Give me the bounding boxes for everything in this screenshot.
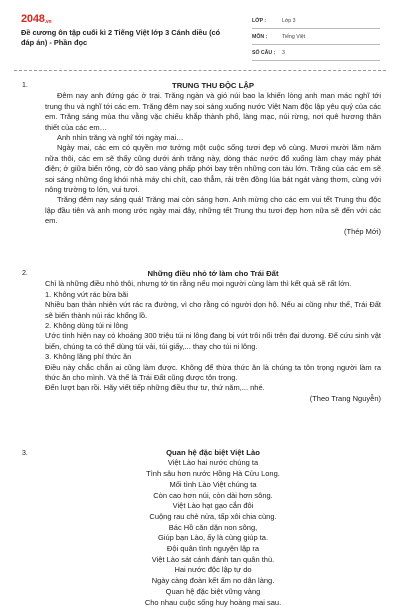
paragraph: Ngày mai, các em có quyền mơ tưởng một cuộc sống tươi đẹp vô cùng. Mươi mười lăm năm nữa thôi, các em sẽ thấy cũng dưới ánh trăng này, dòng thác nước đổ xuống làm chạy máy phát điện; ở giữa biển rộng, cờ đỏ sao vàng phấp phới bay trên những con tàu lớn. Trăng của các em sẽ soi sáng những ống khói nhà máy chi chít, cao thẳm, rải trên đồng lúa bát ngát vàng thơm, cùng với nông trường to lớn, vui tươi. <box>45 143 381 195</box>
info-label: MÔN : <box>252 33 268 40</box>
paragraph: Chỉ là những điều nhỏ thôi, nhưng tớ tin rằng nếu mọi người cùng làm thì kết quả sẽ rất lớn. <box>45 279 352 289</box>
section-title: TRUNG THU ĐỘC LẬP <box>172 81 254 90</box>
paragraph: Ước tính hiện nay có khoảng 300 triệu túi ni lông đang bị vứt trôi nổi trên đại dương. Để cứu sinh vật biển, chúng ta có thể dùng túi vải, túi giấy,... thay cho túi ni lông. <box>45 331 381 351</box>
info-row-class <box>252 13 380 29</box>
info-value: Tiếng Việt <box>282 33 306 40</box>
poem-line: Còn cao hơn núi, còn dài hơn sông. <box>153 490 273 500</box>
poem-line: Ngày càng đoàn kết ấm no dân làng. <box>151 576 275 586</box>
poem-line: Việt Lào hai nước chúng ta <box>167 458 259 468</box>
paragraph: Trăng đêm nay sáng quá! Trăng mai còn sáng hơn. Anh mừng cho các em vui tết Trung thu độc lập đầu tiên và anh mong ước ngày mai đây, những tết Trung thu tươi đẹp hơn nữa sẽ đến với các em. <box>45 195 381 226</box>
poem-line: Mối tình Lào Việt chúng ta <box>169 479 257 489</box>
poem-line: Cuộng rau chẻ nửa, tấp xôi chia cùng. <box>149 511 277 521</box>
paragraph: Anh nhìn trăng và nghĩ tới ngày mai… <box>57 133 184 143</box>
page-header <box>0 0 400 62</box>
poem-line: Cho nhau cuộc sống huy hoàng mai sau. <box>144 597 282 607</box>
poem-line: Tình sâu hơn nước Hồng Hà Cửu Long. <box>146 469 280 479</box>
paragraph: Đến lượt bạn rồi. Hãy viết tiếp những điều thư tư, thứ năm,... nhé. <box>45 383 265 393</box>
poem-line: Việt Lào hạt gạo cắn đôi <box>172 501 254 511</box>
section-title: Quan hệ đặc biệt Việt Lào <box>166 448 260 457</box>
poem-line: Quan hệ đặc biệt vững vàng <box>165 586 261 596</box>
paragraph: Điều này chắc chắn ai cũng làm được. Không để thừa thức ăn là chúng ta tôn trọng người làm ra thức ăn cho mình. Và thế là Trái Đất cũng được tôn trọng. <box>45 362 381 383</box>
poem-line: Bác Hồ căn dặn non sông, <box>168 522 258 532</box>
logo-suffix: .vn <box>44 19 52 25</box>
site-logo[interactable] <box>21 13 51 25</box>
info-value: 3 <box>282 49 285 56</box>
section-2-body <box>45 269 381 404</box>
poem-line: Đội quân tình nguyện lập ra <box>166 544 260 554</box>
section-3-body <box>45 448 381 608</box>
document-title: Đề cương ôn tập cuối kì 2 Tiếng Việt lớp 3 Cánh diều (có đáp án) - Phần đọc <box>21 28 221 47</box>
author: (Thép Mới) <box>343 226 381 236</box>
info-row-subject <box>252 29 380 45</box>
info-row-count <box>252 45 380 61</box>
poem-line: Giúp bạn Lào, ấy là cùng giúp ta. <box>157 533 269 543</box>
section-1-body <box>45 81 381 237</box>
info-label: SỐ CÂU : <box>252 49 276 56</box>
poem-line: Hai nước độc lập tự do <box>174 565 252 575</box>
section-title: Những điều nhỏ tớ làm cho Trái Đất <box>147 269 279 278</box>
list-heading: 1. Không vứt rác bừa bãi <box>45 289 129 299</box>
info-label: LỚP : <box>252 17 267 24</box>
paragraph: Nhiều bạn thản nhiên vứt rác ra đường, vì cho rằng có người dọn hộ. Nếu ai cũng như thế, Trái Đất sẽ biến thành núi rác khổng lồ. <box>45 300 381 320</box>
list-heading: 2. Không dùng túi ni lông <box>45 321 128 331</box>
info-value: Lớp 3 <box>282 17 296 24</box>
section-number: 2. <box>22 270 28 277</box>
paragraph: Đêm nay anh đứng gác ở trại. Trăng ngàn và gió núi bao la khiến lòng anh man mác nghĩ tới trung thu và nghĩ tới các em. Trăng đêm nay soi sáng xuống nước Việt Nam độc lập yêu quý của các em. Trăng sáng mùa thu vằng vặc chiếu khắp thành phố, làng mạc, núi rừng, nơi quê hương thân thiết của các em… <box>45 91 381 132</box>
author: (Theo Trang Nguyễn) <box>309 393 381 403</box>
info-table <box>252 13 380 61</box>
section-number: 1. <box>22 82 28 89</box>
section-number: 3. <box>22 450 28 457</box>
list-heading: 3. Không lãng phí thức ăn <box>45 352 132 362</box>
poem-line: Việt Lào sát cánh đánh tan quân thù. <box>151 554 275 564</box>
header-divider <box>14 70 386 71</box>
logo-text: 2048 <box>21 13 45 25</box>
poem <box>45 458 381 608</box>
